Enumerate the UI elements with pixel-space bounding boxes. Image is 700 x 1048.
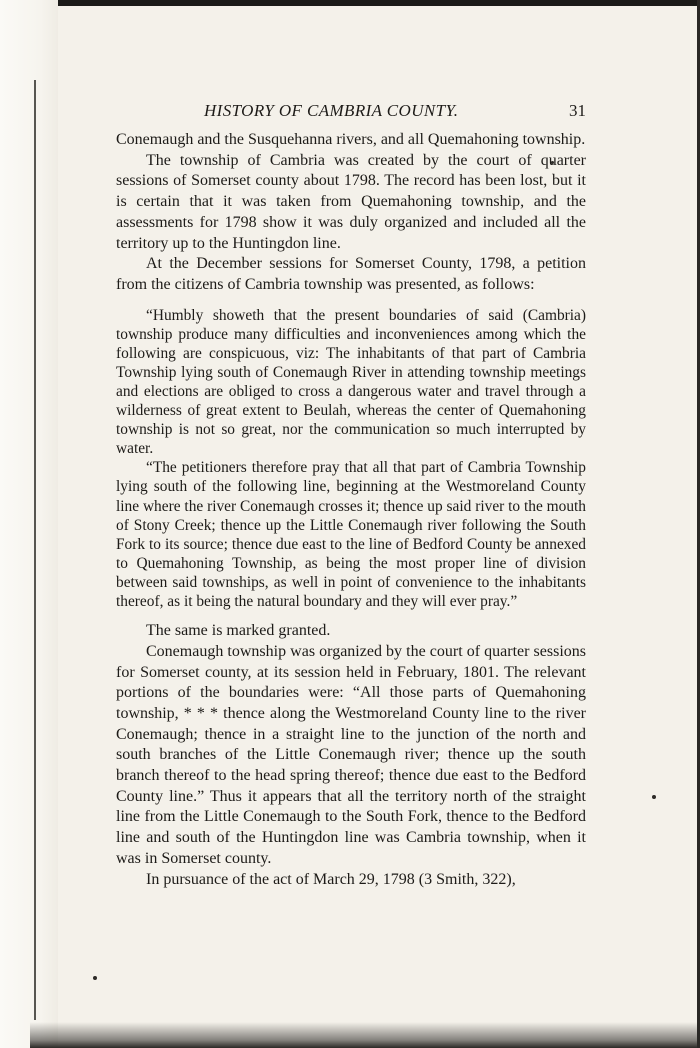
paragraph: In pursuance of the act of March 29, 1798 (3 Smith, 322), bbox=[146, 870, 516, 888]
ink-speck bbox=[652, 795, 656, 799]
body-text bbox=[116, 130, 586, 890]
paragraph: At the December sessions for Somerset County, 1798, a petition from the citizens of Cambria township was presented, as follows: bbox=[116, 255, 586, 293]
page-header bbox=[116, 99, 586, 123]
scan-bottom-shadow bbox=[30, 1022, 697, 1048]
quote-paragraph: “The petitioners therefore pray that all that part of Cambria Township lying south of the following line, beginning at the Westmoreland County line where the river Conemaugh crosses it; thence up said river to the mouth of Stony Creek; thence up the Little Conemaugh river following the South Fork to its source; thence due east to the line of Bedford County be annexed to Quemahoning Township, as being the most proper line of division between said townships, as well in point of convenience to the inhabitants thereof, as it being the natural boundary and they will ever pray.” bbox=[116, 459, 586, 611]
scan-top-edge bbox=[0, 0, 700, 6]
continuation bbox=[116, 621, 586, 890]
quote-paragraph: “Humbly showeth that the present boundaries of said (Cambria) township produce many difficulties and inconveniences among which the following are conspicuous, viz: The inhabitants of that part of Cambria Township lying south of Conemaugh River in attending township meetings and elections are obliged to cross a dangerous water and travel through a wilderness of great extent to Beulah, whereas the center of Quemahoning township is not so great, nor the communication so much interrupted by water. bbox=[116, 306, 586, 458]
ink-speck bbox=[93, 976, 97, 980]
page-number: 31 bbox=[569, 101, 586, 120]
running-title: HISTORY OF CAMBRIA COUNTY. bbox=[204, 101, 459, 120]
petition-quote bbox=[116, 306, 586, 612]
paragraph: Conemaugh and the Susquehanna rivers, and all Quemahoning township. bbox=[116, 131, 586, 148]
page-binding-margin bbox=[0, 0, 58, 1048]
paragraph: The same is marked granted. bbox=[146, 622, 331, 640]
binding-shadow-line bbox=[34, 80, 36, 1020]
paragraph: Conemaugh township was organized by the court of quarter sessions for Somerset county, at its session held in February, 1801. The relevant portions of the boundaries were: “All those parts of Quemahoning township, * * * thence along the Westmoreland County line to the river Conemaugh; thence in a straight line to the junction of the north and south branches of the Little Conemaugh river; thence up the south branch thereof to the head spring thereof; thence due east to the Bedford County line.” Thus it appears that all the territory north of the straight line from the Little Conemaugh to the South Fork, thence to the Bedford line and south of the Huntingdon line was Cambria township, when it was in Somerset county. bbox=[116, 642, 586, 867]
paragraph: The township of Cambria was created by the court of quarter sessions of Somerset county about 1798. The record has been lost, but it is certain that it was taken from Quemahoning township, and the assessments for 1798 show it was duly organized and included all the territory up to the Huntingdon line. bbox=[116, 151, 586, 252]
